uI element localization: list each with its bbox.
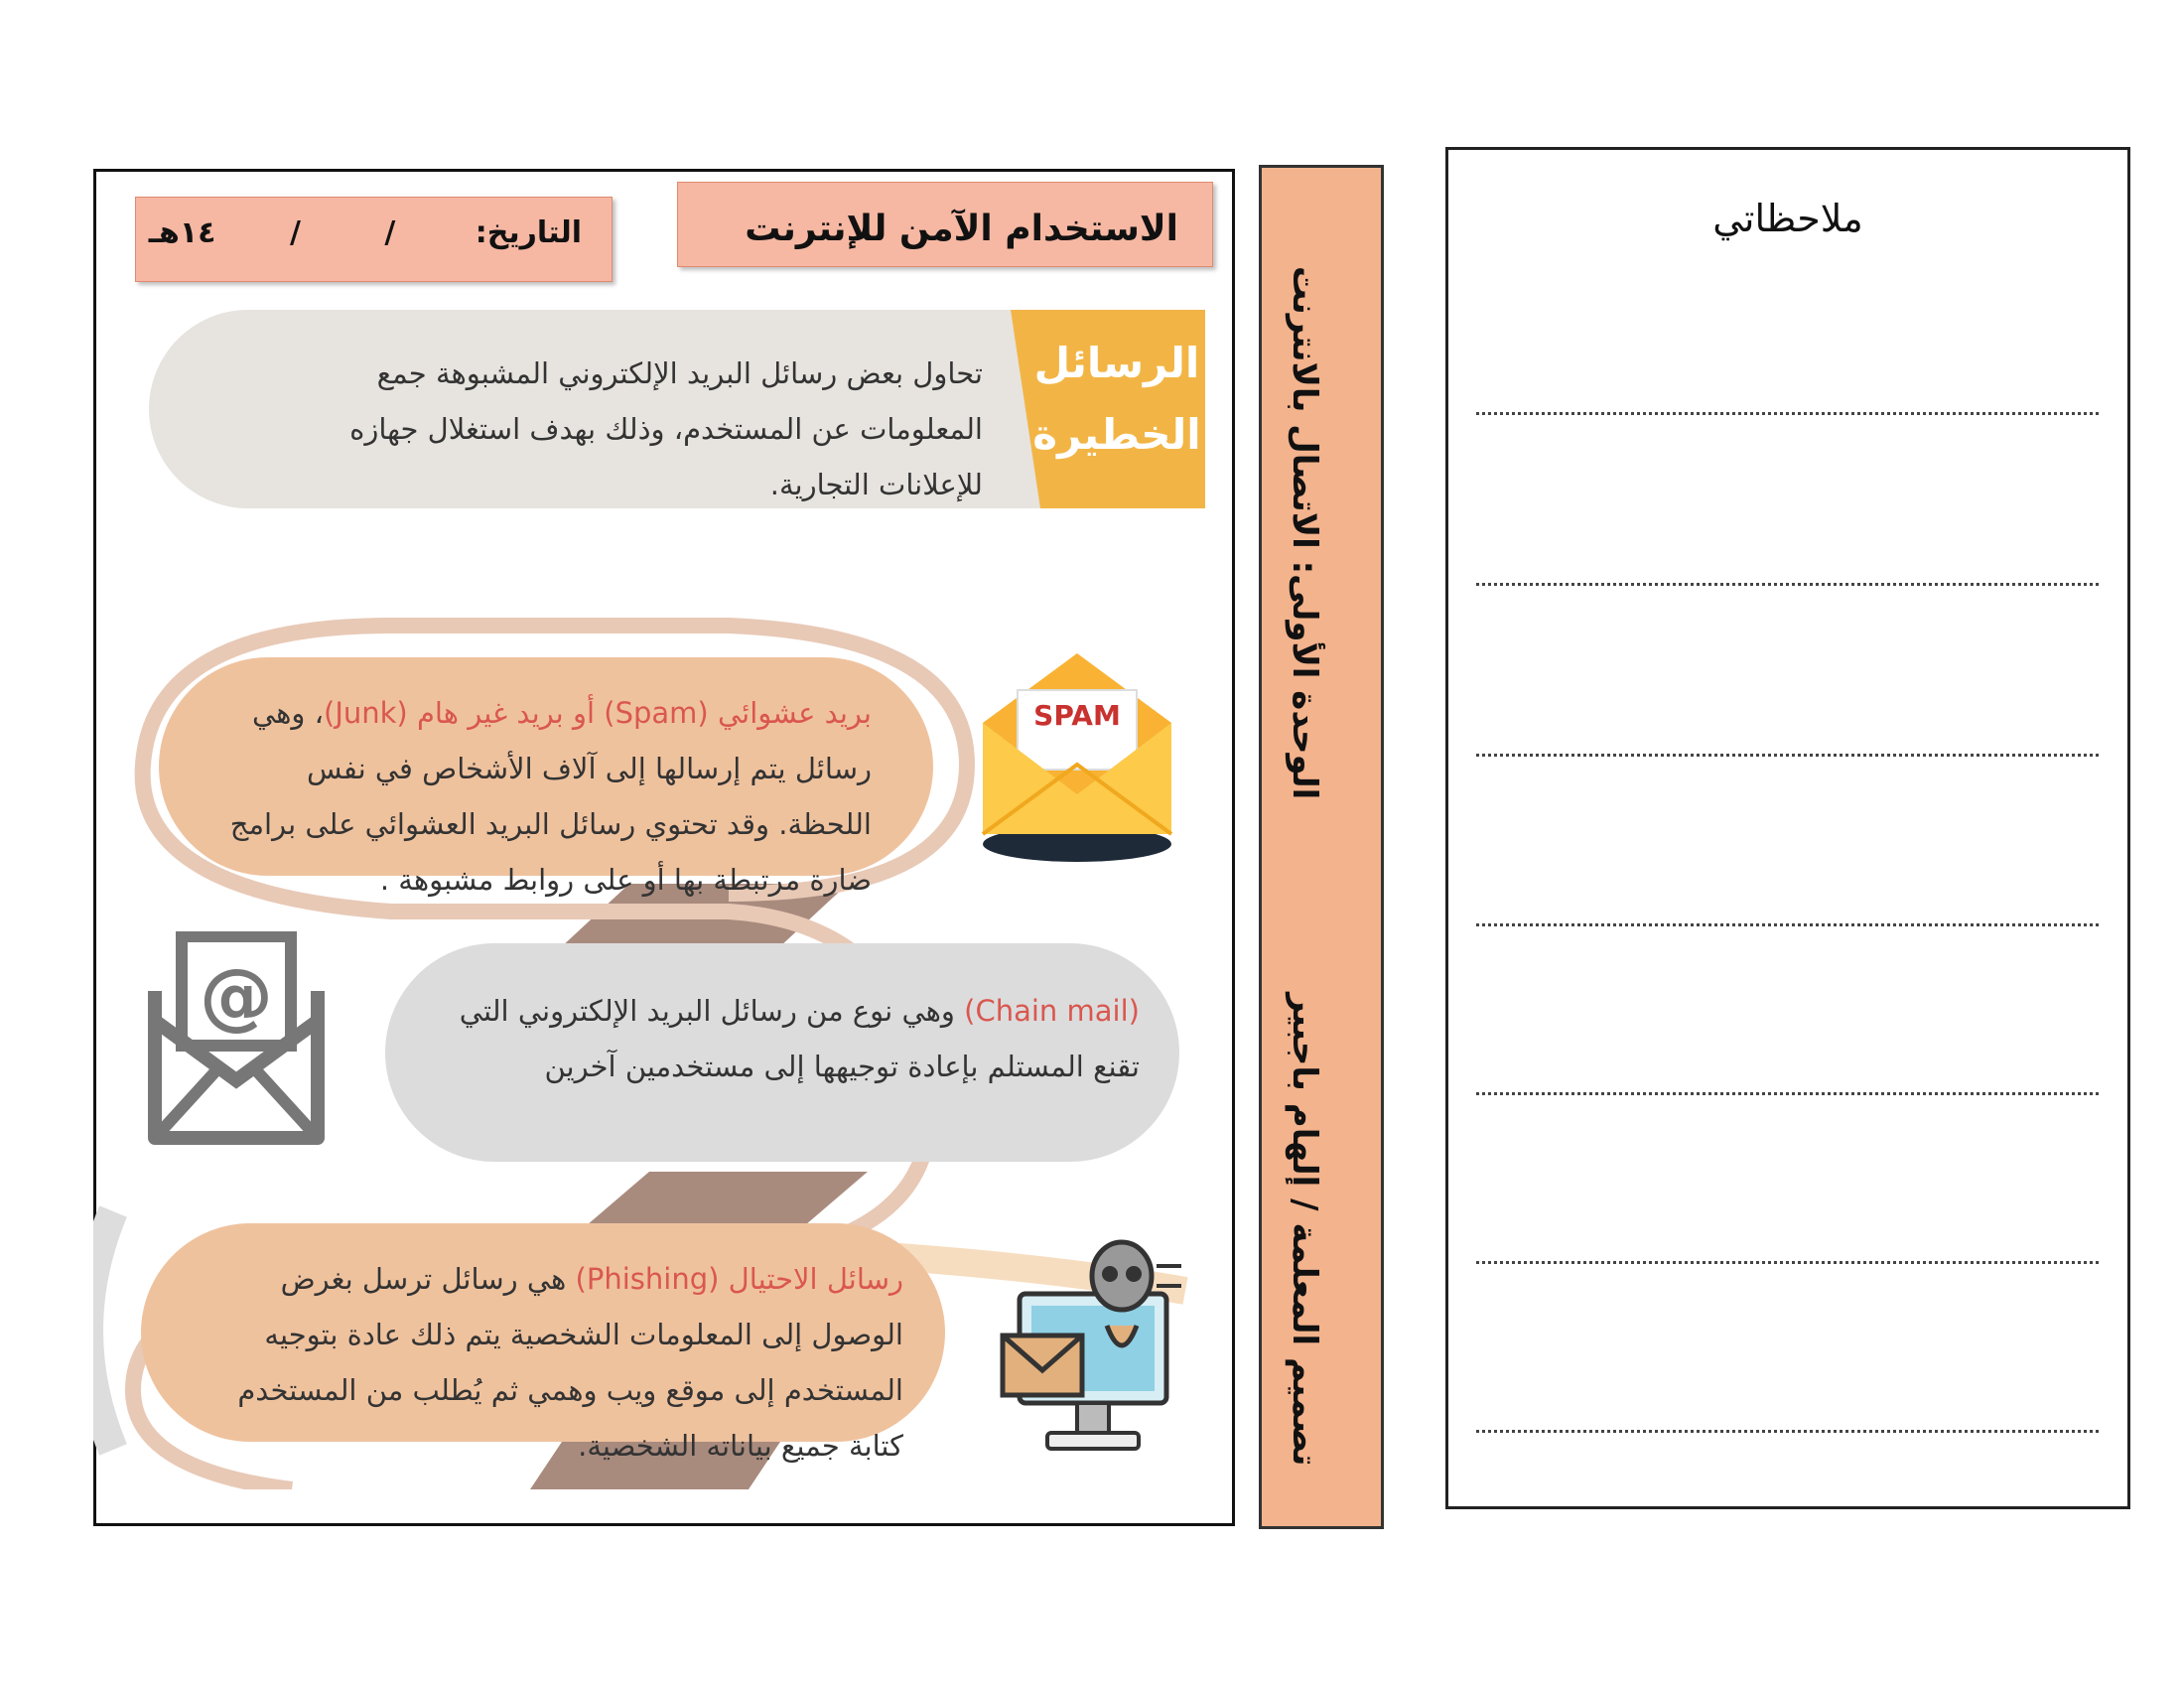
chain-mail-bubble	[385, 943, 1179, 1162]
date-box	[135, 197, 613, 282]
phishing-bubble	[141, 1223, 945, 1463]
at-mail-icon	[147, 931, 326, 1145]
note-line	[1476, 754, 2099, 757]
notes-panel	[1445, 147, 2130, 1509]
lesson-title-box	[677, 182, 1213, 267]
phishing-highlight: رسائل الاحتيال (Phishing)	[575, 1262, 903, 1296]
designer-credit: تصميم المعلمة / إلهام باجبير	[1285, 993, 1324, 1467]
note-line	[1476, 1430, 2099, 1433]
spam-text: ، وهي رسائل يتم إرسالها إلى آلاف الأشخاص في نفس اللحظة. وقد تحتوي رسائل البريد العشوائي على برامج ضارة مرتبطة بها أو على روابط مشبوهة .	[229, 696, 872, 897]
svg-text:@: @	[200, 953, 273, 1039]
note-line	[1476, 1261, 2099, 1264]
phishing-computer-skull-icon	[998, 1236, 1186, 1465]
phishing-text: هي رسائل ترسل بغرض الوصول إلى المعلومات الشخصية يتم ذلك عادة بتوجيه المستخدم إلى موقع ويب وهمي ثم يُطلب من المستخدم كتابة جميع بياناته الشخصية.	[237, 1262, 903, 1463]
spam-highlight: بريد عشوائي (Spam) أو بريد غير هام (Junk)	[323, 696, 872, 730]
spam-bubble	[159, 657, 933, 897]
chain-text: وهي نوع من رسائل البريد الإلكتروني التي تقنع المستلم بإعادة توجيهها إلى مستخدمين آخرين	[459, 994, 1140, 1083]
date-separator-2: /	[289, 215, 301, 250]
intro-description: تحاول بعض رسائل البريد الإلكتروني المشبوهة جمع المعلومات عن المستخدم، وذلك بهدف استغلال جهازه للإعلانات التجارية.	[349, 356, 983, 501]
date-separator-1: /	[384, 215, 396, 250]
notes-title: ملاحظاتي	[1712, 197, 1863, 240]
intro-tag-line2: الخطيرة	[1032, 410, 1201, 459]
date-label: التاريخ:	[475, 215, 582, 250]
intro-tag-line1: الرسائل	[1033, 339, 1200, 387]
intro-tag-text	[1032, 328, 1201, 471]
note-line	[1476, 412, 2099, 415]
lesson-title: الاستخدام الآمن للإنترنت	[745, 209, 1178, 249]
unit-title: الوحدة الأولى: الاتصال بالانترنت	[1285, 266, 1324, 800]
chain-highlight: (Chain mail)	[964, 994, 1140, 1028]
date-hijri-suffix: ١٤هـ	[148, 215, 216, 250]
spam-envelope-icon	[978, 645, 1176, 864]
note-line	[1476, 1092, 2099, 1095]
note-line	[1476, 583, 2099, 586]
note-line	[1476, 923, 2099, 926]
snake-gray-edge	[93, 1211, 113, 1450]
spam-icon-label: SPAM	[1033, 699, 1121, 732]
